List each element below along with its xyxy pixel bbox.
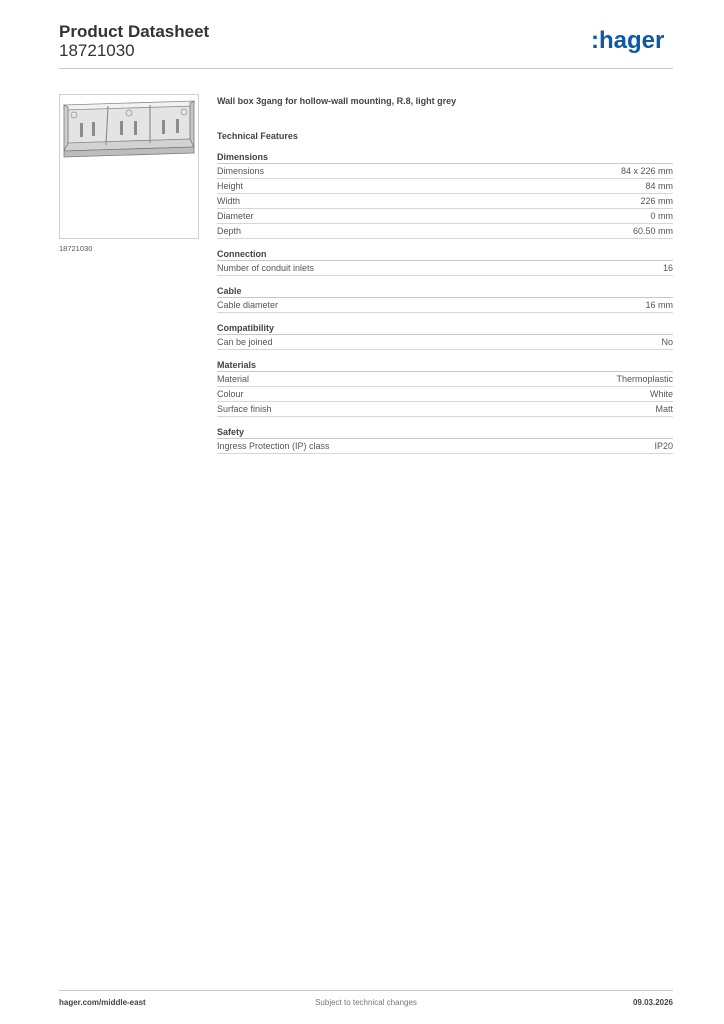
section-title: Cable — [217, 285, 673, 298]
spec-value: 84 mm — [645, 181, 673, 191]
hager-logo — [591, 26, 673, 56]
logo-text: :hager — [591, 27, 665, 54]
section-dimensions — [217, 151, 673, 239]
spec-value: 0 mm — [650, 211, 673, 221]
spec-row — [217, 372, 673, 387]
section-cable — [217, 285, 673, 313]
technical-features-heading: Technical Features — [217, 131, 298, 141]
spec-value: No — [661, 337, 673, 347]
product-number: 18721030 — [59, 41, 135, 60]
spec-value: White — [649, 389, 673, 399]
spec-label: Height — [217, 181, 244, 191]
spec-label: Surface finish — [217, 404, 272, 414]
section-title: Compatibility — [217, 322, 673, 335]
spec-value: IP20 — [654, 441, 673, 451]
spec-label: Cable diameter — [217, 300, 279, 310]
spec-label: Ingress Protection (IP) class — [217, 441, 330, 451]
spec-label: Width — [217, 196, 241, 206]
spec-value: 226 mm — [640, 196, 673, 206]
spec-value: 16 — [662, 263, 673, 273]
spec-row — [217, 387, 673, 402]
section-title: Materials — [217, 359, 673, 372]
spec-label: Number of conduit inlets — [217, 263, 315, 273]
section-title: Dimensions — [217, 151, 673, 164]
page-title: Product Datasheet — [59, 22, 210, 41]
spec-row — [217, 164, 673, 179]
spec-label: Can be joined — [217, 337, 273, 347]
spec-value: Matt — [655, 404, 673, 414]
section-compatibility — [217, 322, 673, 350]
spec-row — [217, 335, 673, 350]
spec-value: 16 mm — [645, 300, 673, 310]
spec-row — [217, 439, 673, 454]
section-title: Connection — [217, 248, 673, 261]
spec-row — [217, 298, 673, 313]
section-safety — [217, 426, 673, 454]
wall-box-image — [59, 94, 199, 239]
spec-row — [217, 261, 673, 276]
spec-value: 84 x 226 mm — [620, 166, 673, 176]
spec-value: 60.50 mm — [632, 226, 673, 236]
section-connection — [217, 248, 673, 276]
spec-row — [217, 194, 673, 209]
header-divider — [59, 68, 673, 69]
spec-row — [217, 209, 673, 224]
page-header — [59, 20, 673, 68]
spec-label: Dimensions — [217, 166, 265, 176]
spec-label: Diameter — [217, 211, 254, 221]
spec-row — [217, 224, 673, 239]
footer-site-link[interactable]: hager.com/middle-east — [59, 998, 146, 1007]
spec-row — [217, 179, 673, 194]
spec-label: Colour — [217, 389, 244, 399]
image-caption: 18721030 — [59, 244, 93, 253]
page-footer — [59, 998, 673, 1010]
spec-label: Material — [217, 374, 250, 384]
spec-row — [217, 402, 673, 417]
footer-divider — [59, 990, 673, 991]
spec-label: Depth — [217, 226, 242, 236]
section-title: Safety — [217, 426, 673, 439]
spec-value: Thermoplastic — [616, 374, 673, 384]
section-materials — [217, 359, 673, 417]
footer-date: 09.03.2026 — [632, 998, 673, 1007]
product-description: Wall box 3gang for hollow-wall mounting, R.8, light grey — [217, 96, 457, 106]
product-details — [217, 96, 673, 454]
footer-note: Subject to technical changes — [315, 998, 417, 1007]
